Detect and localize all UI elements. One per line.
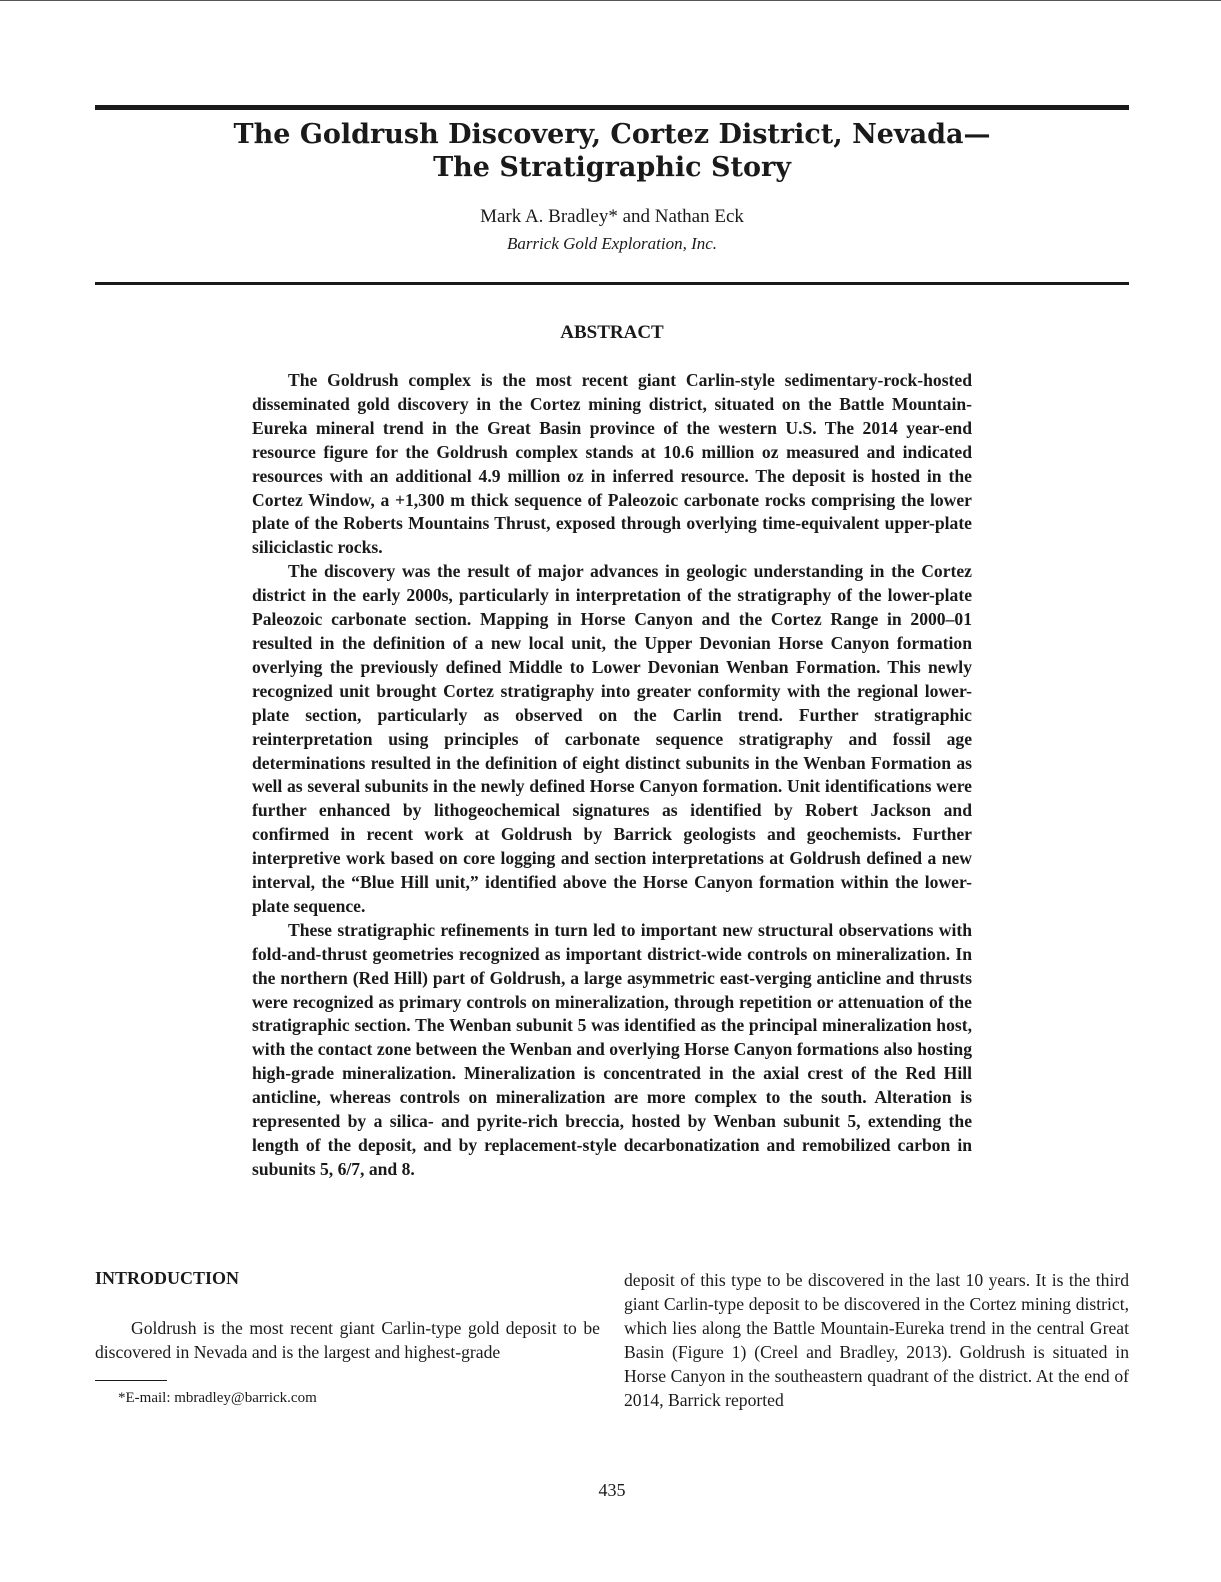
introduction-right-column (624, 1268, 1129, 1412)
footnote-rule (95, 1380, 167, 1381)
title-line-2: The Stratigraphic Story (433, 152, 791, 183)
abstract-paragraph: The discovery was the result of major advances in geologic understanding in the Cortez district in the early 2000s, particularly in interpretation of the stratigraphy of the lower-plate Paleozoic carbonate section. Mapping in Horse Canyon and the Cortez Range in 2000–01 resulted in the definition of a new local unit, the Upper Devonian Horse Canyon formation overlying the previously defined Middle to Lower Devonian Wenban Formation. This newly recognized unit brought Cortez stratigraphy into greater conformity with the regional lower-plate section, particularly as observed on the Carlin trend. Further stratigraphic reinterpretation using principles of carbonate sequence stratigraphy and fossil age determinations resulted in the definition of eight distinct subunits in the Wenban Formation as well as several subunits in the newly defined Horse Canyon formation. Unit identifications were further enhanced by lithogeochemical signatures as identified by Robert Jackson and confirmed in recent work at Goldrush by Barrick geologists and geochemists. Further interpretive work based on core logging and section interpretations at Goldrush defined a new interval, the “Blue Hill unit,” identified above the Horse Canyon formation within the lower-plate sequence. (252, 561, 972, 916)
introduction-left-column (95, 1316, 600, 1364)
paper-title (95, 118, 1129, 184)
abstract-body (252, 369, 972, 1182)
introduction-paragraph-continued: deposit of this type to be discovered in the last 10 years. It is the third giant Carlin-type deposit to be discovered in the Cortez mining district, which lies along the Battle Mountain-Eureka trend in the central Great Basin (Figure 1) (Creel and Bradley, 2013). Goldrush is situated in Horse Canyon in the southeastern quadrant of the district. At the end of 2014, Barrick reported (624, 1270, 1129, 1410)
page-top-edge (0, 0, 1221, 1)
introduction-paragraph: Goldrush is the most recent giant Carlin-type gold deposit to be discovered in Nevada and is the largest and highest-grade (95, 1318, 600, 1362)
page-number: 435 (598, 1480, 626, 1500)
abstract-paragraph: These stratigraphic refinements in turn led to important new structural observations with fold-and-thrust geometries recognized as important district-wide controls on mineralization. In the northern (Red Hill) part of Goldrush, a large asymmetric east-verging anticline and thrusts were recognized as primary controls on mineralization, through repetition or attenuation of the stratigraphic section. The Wenban subunit 5 was identified as the principal mineralization host, with the contact zone between the Wenban and overlying Horse Canyon formations also hosting high-grade mineralization. Mineralization is concentrated in the axial crest of the Red Hill anticline, whereas controls on mineralization are more complex to the south. Alteration is represented by a silica- and pyrite-rich breccia, hosted by Wenban subunit 5, extending the length of the deposit, and by replacement-style decarbonatization and remobilized carbon in subunits 5, 6/7, and 8. (252, 919, 972, 1179)
authors: Mark A. Bradley* and Nathan Eck (480, 206, 744, 227)
abstract-heading: ABSTRACT (560, 322, 664, 343)
abstract-paragraph: The Goldrush complex is the most recent giant Carlin-style sedimentary-rock-hosted disseminated gold discovery in the Cortez mining district, situated on the Battle Mountain-Eureka mineral trend in the Great Basin province of the western U.S. The 2014 year-end resource figure for the Goldrush complex stands at 10.6 million oz measured and indicated resources with an additional 4.9 million oz in inferred resource. The deposit is hosted in the Cortez Window, a +1,300 m thick sequence of Paleozoic carbonate rocks comprising the lower plate of the Roberts Mountains Thrust, exposed through overlying time-equivalent upper-plate siliciclastic rocks. (252, 370, 972, 558)
introduction-heading: INTRODUCTION (95, 1268, 240, 1288)
header-rule-top (95, 105, 1129, 110)
title-line-1: The Goldrush Discovery, Cortez District, Nevada— (233, 119, 991, 150)
header-rule-bottom (95, 282, 1129, 285)
affiliation: Barrick Gold Exploration, Inc. (506, 234, 718, 253)
footnote: *E-mail: mbradley@barrick.com (118, 1390, 317, 1406)
